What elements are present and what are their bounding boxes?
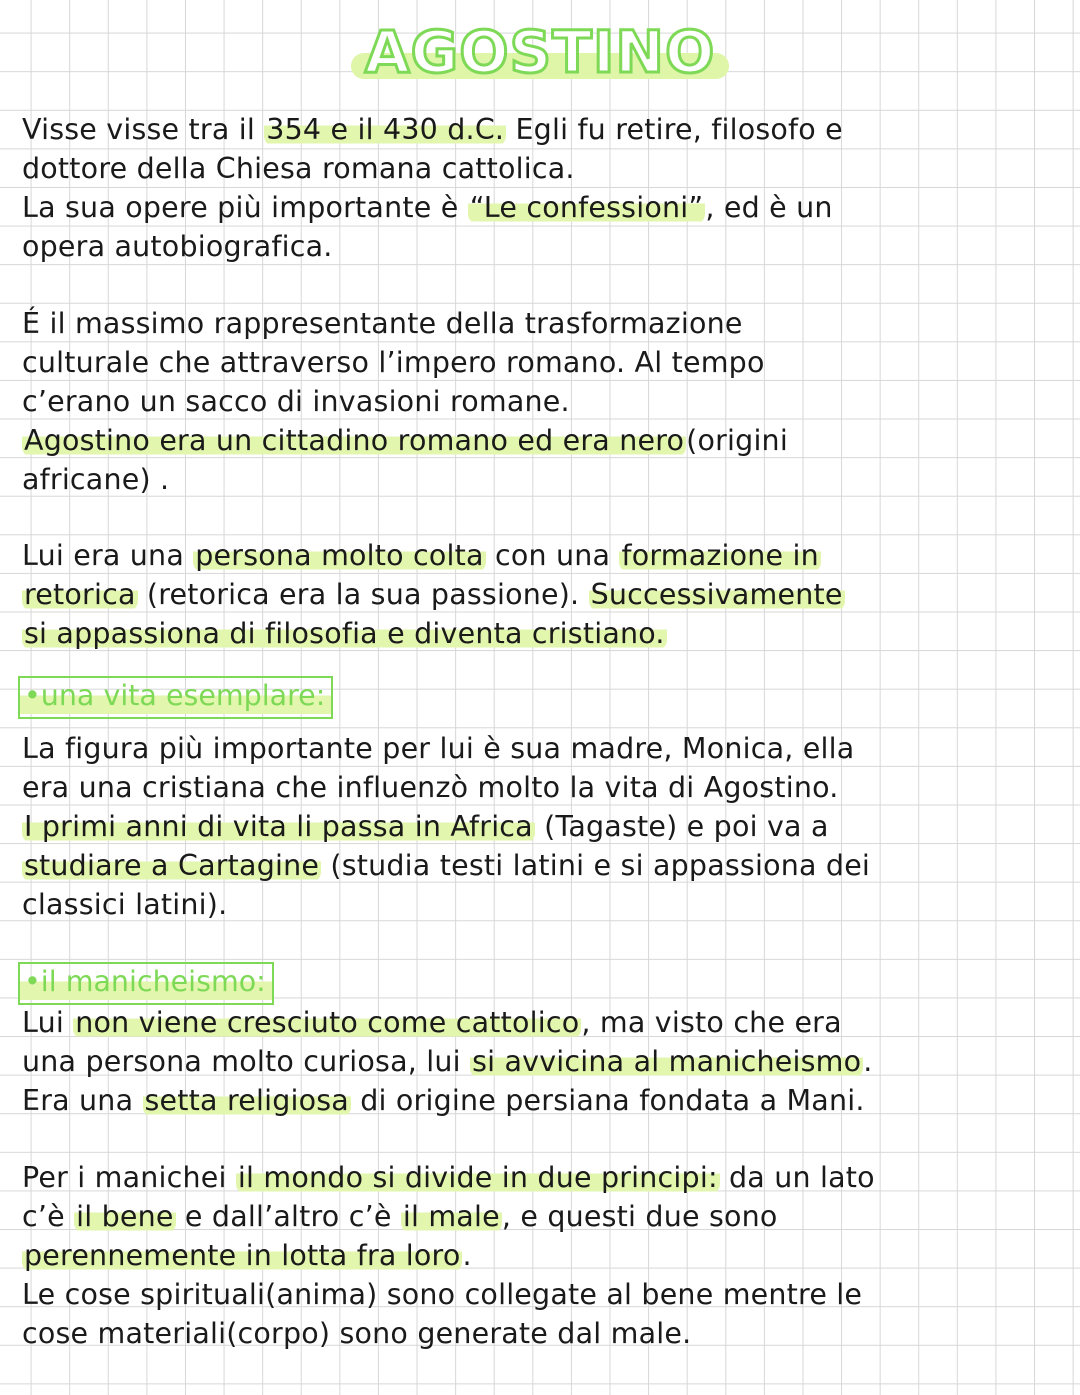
text-segment: (retorica era la sua passione). — [137, 578, 589, 611]
text-line — [22, 807, 1062, 846]
text-line — [22, 614, 1062, 653]
highlighted-text: si appassiona di filosofia e diventa cristiano. — [24, 617, 665, 650]
section-heading-vita-esemplare: •una vita esemplare: — [18, 676, 333, 719]
highlighted-text: formazione in — [621, 539, 819, 572]
text-line — [22, 227, 1062, 266]
highlighted-text: si avvicina al manicheismo — [472, 1045, 862, 1078]
highlighted-text: “Le confessioni” — [469, 191, 704, 224]
highlighted-text: il bene — [76, 1200, 174, 1233]
text-segment: , ed è un — [705, 191, 833, 224]
text-line — [22, 304, 1062, 343]
text-segment: culturale che attraverso l’impero romano. Al tempo — [22, 346, 765, 379]
text-segment: una persona molto curiosa, lui — [22, 1045, 471, 1078]
text-segment: Lui era una — [22, 539, 194, 572]
text-segment: La figura più importante per lui è sua madre, Monica, ella — [22, 732, 855, 765]
text-segment: La sua opere più importante è — [22, 191, 468, 224]
highlighted-text: il mondo si divide in due principi: — [237, 1161, 718, 1194]
text-line — [22, 1197, 1062, 1236]
text-line — [22, 768, 1062, 807]
highlighted-text: 354 e il 430 d.C. — [266, 113, 505, 146]
paragraph-education — [22, 536, 1062, 653]
highlighted-text: non viene cresciuto come cattolico — [75, 1006, 580, 1039]
text-segment: Visse visse tra il — [22, 113, 265, 146]
text-line — [22, 421, 1062, 460]
text-segment: , e questi due sono — [501, 1200, 778, 1233]
text-line — [22, 1314, 1062, 1353]
text-segment: c’erano un sacco di invasioni romane. — [22, 385, 570, 418]
text-line — [22, 343, 1062, 382]
paragraph-biography — [22, 110, 1062, 266]
text-line — [22, 188, 1062, 227]
highlighted-text: perennemente in lotta fra loro — [24, 1239, 461, 1272]
paragraph-principi — [22, 1158, 1062, 1353]
text-line — [22, 149, 1062, 188]
paragraph-context — [22, 304, 1062, 499]
text-line — [22, 382, 1062, 421]
text-segment: (Tagaste) e poi va a — [534, 810, 829, 843]
text-segment: É il massimo rappresentante della trasformazione — [22, 307, 743, 340]
text-segment: africane) . — [22, 463, 170, 496]
paragraph-manicheismo — [22, 1003, 1062, 1120]
text-segment: (origini — [686, 424, 788, 457]
page-title: AGOSTINO — [0, 18, 1080, 86]
text-line — [22, 460, 1062, 499]
text-line — [22, 1236, 1062, 1275]
text-line — [22, 1081, 1062, 1120]
highlighted-text: I primi anni di vita li passa in Africa — [24, 810, 533, 843]
text-segment: Era una — [22, 1084, 143, 1117]
highlighted-text: studiare a Cartagine — [24, 849, 320, 882]
text-segment: Egli fu retire, filosofo e — [506, 113, 843, 146]
text-segment: c’è — [22, 1200, 75, 1233]
highlighted-text: setta religiosa — [144, 1084, 349, 1117]
text-segment: di origine persiana fondata a Mani. — [350, 1084, 865, 1117]
text-segment: (studia testi latini e si appassiona dei — [321, 849, 871, 882]
text-line — [22, 1042, 1062, 1081]
text-segment: , ma visto che era — [581, 1006, 842, 1039]
text-segment: dottore della Chiesa romana cattolica. — [22, 152, 575, 185]
highlighted-text: Agostino era un cittadino romano ed era nero — [24, 424, 685, 457]
highlighted-text: retorica — [24, 578, 136, 611]
text-line — [22, 575, 1062, 614]
text-line — [22, 885, 1062, 924]
text-segment: cose materiali(corpo) sono generate dal male. — [22, 1317, 692, 1350]
text-line — [22, 1158, 1062, 1197]
text-line — [22, 536, 1062, 575]
text-segment: . — [462, 1239, 472, 1272]
text-segment: e dall’altro c’è — [175, 1200, 401, 1233]
text-segment: Per i manichei — [22, 1161, 236, 1194]
text-line — [22, 846, 1062, 885]
text-segment: opera autobiografica. — [22, 230, 333, 263]
text-line — [22, 729, 1062, 768]
text-segment: era una cristiana che influenzò molto la vita di Agostino. — [22, 771, 839, 804]
highlighted-text: il male — [402, 1200, 500, 1233]
text-line — [22, 110, 1062, 149]
text-line — [22, 1275, 1062, 1314]
section-heading-manicheismo: •il manicheismo: — [18, 962, 274, 1005]
highlighted-text: Successivamente — [590, 578, 843, 611]
text-line — [22, 1003, 1062, 1042]
text-segment: . — [863, 1045, 873, 1078]
text-segment: classici latini). — [22, 888, 228, 921]
text-segment: Le cose spirituali(anima) sono collegate al bene mentre le — [22, 1278, 863, 1311]
text-segment: da un lato — [719, 1161, 875, 1194]
text-segment: Lui — [22, 1006, 74, 1039]
highlighted-text: persona molto colta — [195, 539, 484, 572]
text-segment: con una — [485, 539, 620, 572]
paragraph-vita-esemplare — [22, 729, 1062, 924]
